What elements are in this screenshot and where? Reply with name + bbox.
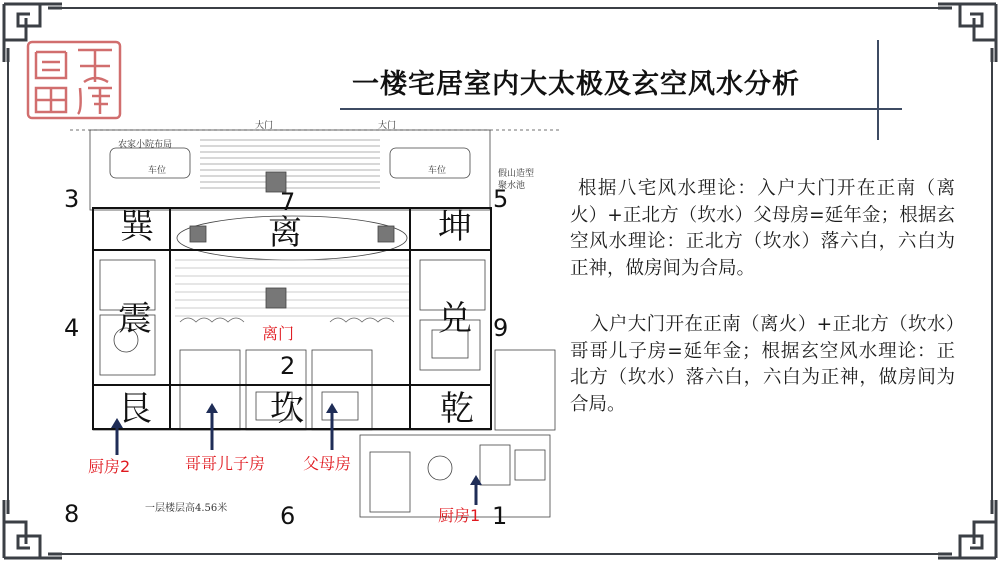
frame-right-line <box>991 62 993 500</box>
car-right-label: 车位 <box>428 166 447 176</box>
title-vertical-rule <box>877 40 879 140</box>
frame-left-line <box>7 62 9 500</box>
trigram-kan: 坎 <box>270 389 304 429</box>
frame-corner-bottom-right <box>938 500 1000 562</box>
parents-room-label: 父母房 <box>303 454 352 473</box>
gate-left-label: 大门 <box>255 121 274 131</box>
frame-corner-top-right <box>938 0 1000 62</box>
star-number-east: 4 <box>64 314 80 342</box>
analysis-paragraph-2: 入户大门开在正南（离火）+正北方（坎水）哥哥儿子房=延年金；根据玄空风水理论：正北方（坎水）落六白，六白为正神，做房间为合局。 <box>570 314 955 415</box>
kitchen1-label: 厨房1 <box>438 506 481 525</box>
star-number-southeast: 3 <box>64 185 80 213</box>
star-number-west: 9 <box>493 314 509 342</box>
trigram-li: 离 <box>268 213 302 253</box>
star-number-southwest: 5 <box>493 185 509 213</box>
star-number-north: 6 <box>280 502 296 530</box>
trigram-kun: 坤 <box>438 207 472 247</box>
rockery-note: 假山造型 聚水池 <box>498 169 535 191</box>
star-number-south: 7 <box>280 188 296 216</box>
star-number-northwest: 1 <box>492 502 508 530</box>
kitchen2-label: 厨房2 <box>88 457 131 476</box>
car-left-label: 车位 <box>148 166 167 176</box>
page-title: 一楼宅居室内大太极及玄空风水分析 <box>352 69 800 100</box>
top-left-caption: 农家小院布局 <box>118 140 173 150</box>
frame-top-line <box>62 7 938 9</box>
trigram-gen: 艮 <box>118 389 152 429</box>
frame-corner-bottom-left <box>0 500 62 562</box>
analysis-paragraph-1: 根据八宅风水理论：入户大门开在正南（离火）+正北方（坎水）父母房=延年金；根据玄空风水理论：正北方（坎水）落六白，六白为正神，做房间为合局。 <box>570 178 955 279</box>
trigram-dui: 兑 <box>438 299 472 339</box>
floor-height-note: 一层楼层高4.56米 <box>145 503 228 514</box>
gate-right-label: 大门 <box>378 121 397 131</box>
trigram-xun: 巽 <box>120 207 154 247</box>
star-number-center: 2 <box>280 352 296 380</box>
brother-son-room-label: 哥哥儿子房 <box>185 454 266 473</box>
trigram-zhen: 震 <box>118 299 152 339</box>
trigram-qian: 乾 <box>440 389 474 429</box>
frame-bottom-line <box>62 553 938 555</box>
star-number-northeast: 8 <box>64 500 80 528</box>
li-door-label: 离门 <box>262 324 295 343</box>
